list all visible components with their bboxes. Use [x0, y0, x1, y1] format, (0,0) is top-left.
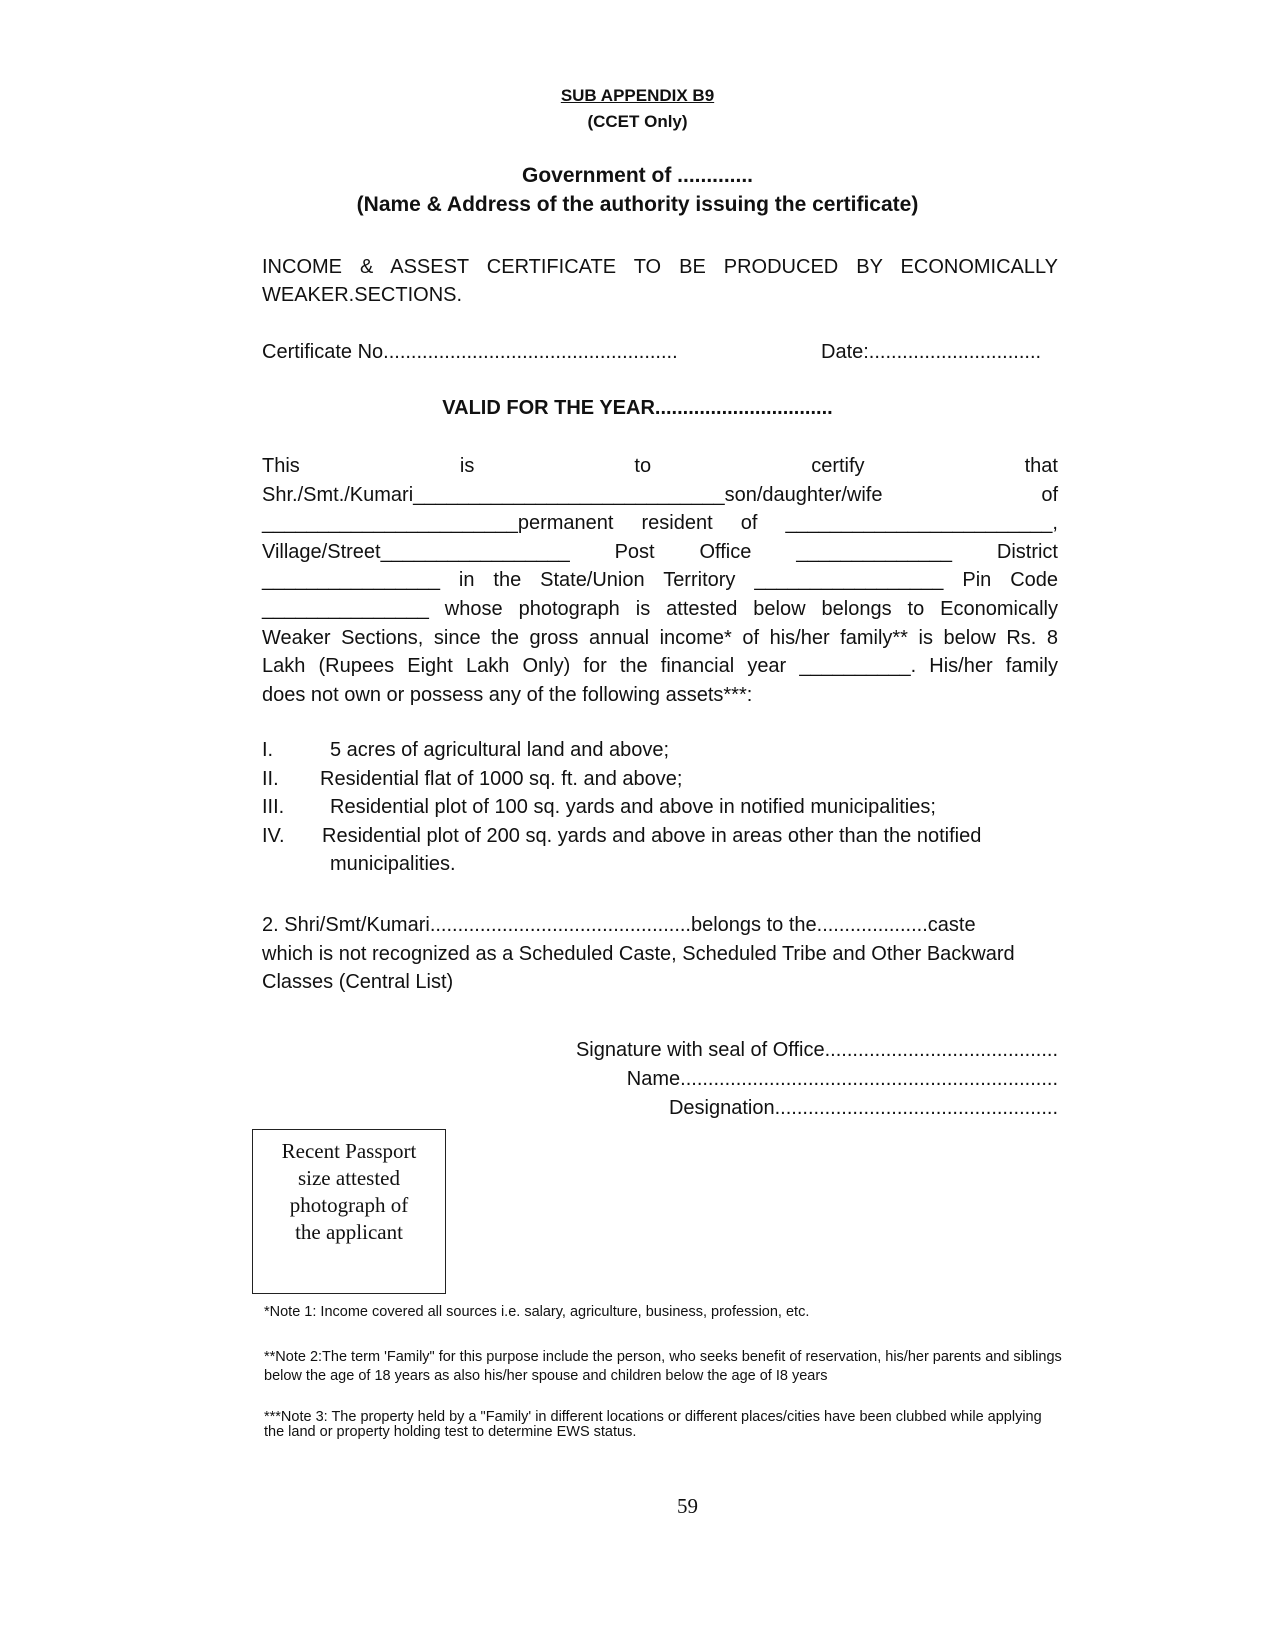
photo-box-text: photograph of	[289, 1193, 409, 1217]
signature-field: Signature with seal of Office..........................................	[575, 1039, 1058, 1061]
certify-line: does not own or possess any of the following assets***:	[262, 683, 753, 706]
certify-line: This is to certify that	[262, 455, 1058, 477]
government-title: Government of .............	[521, 164, 754, 187]
note-2: **Note 2:The term 'Family" for this purpose include the person, who seeks benefit of reservation, his/her parents and siblings below the age of 18 years as also his/her spouse and children below the age of I8 years	[264, 1349, 1062, 1384]
certificate-heading-line2: WEAKER.SECTIONS.	[262, 284, 463, 306]
page-number: 59	[677, 1494, 698, 1518]
asset-number: II.	[262, 767, 279, 790]
assets-list	[262, 736, 1058, 879]
certify-line: Weaker Sections, since the gross annual income* of his/her family** is below Rs. 8	[262, 626, 1058, 649]
certify-line: ________________ in the State/Union Territory _________________ Pin Code	[262, 569, 1058, 592]
caste-line: which is not recognized as a Scheduled Caste, Scheduled Tribe and Other Backward	[262, 942, 1015, 965]
designation-field: Designation...................................................	[668, 1097, 1058, 1119]
caste-line: Classes (Central List)	[262, 971, 454, 994]
certify-line: _______________________permanent resident of ________________________,	[262, 512, 1058, 535]
caste-paragraph	[262, 911, 1058, 997]
certify-line: _______________ whose photograph is attested below belongs to Economically	[262, 597, 1058, 620]
note-3: ***Note 3: The property held by a "Family' in different locations or different places/cities have been clubbed while applying the land or property holding test to determine EWS status.	[264, 1409, 1042, 1440]
list-item	[262, 822, 1058, 851]
date-field: Date:...............................	[821, 341, 1042, 363]
name-field: Name....................................................................	[626, 1068, 1058, 1090]
photo-box-text: Recent Passport	[281, 1139, 417, 1163]
list-item	[262, 793, 1058, 822]
photo-box-text: size attested	[297, 1166, 401, 1190]
asset-number: IV.	[262, 824, 285, 847]
authority-line: (Name & Address of the authority issuing the certificate)	[356, 193, 919, 216]
asset-text: municipalities.	[330, 853, 456, 876]
asset-number: I.	[262, 739, 274, 761]
photograph-box	[252, 1129, 446, 1294]
asset-text: Residential plot of 100 sq. yards and above in notified municipalities;	[330, 796, 936, 819]
photo-box-text: the applicant	[295, 1220, 403, 1244]
certify-line: Shr./Smt./Kumari____________________________son/daughter/wife of	[262, 483, 1058, 506]
list-item	[262, 850, 1058, 879]
list-item	[262, 736, 1058, 765]
asset-number: III.	[262, 796, 285, 819]
valid-for-year: VALID FOR THE YEAR................................	[442, 397, 833, 419]
asset-text: Residential flat of 1000 sq. ft. and above;	[320, 767, 683, 790]
caste-line: 2. Shri/Smt/Kumari...............................................belongs to the....................caste	[262, 914, 976, 936]
asset-text: Residential plot of 200 sq. yards and above in areas other than the notified	[322, 824, 982, 847]
certify-line: Village/Street_________________ Post Office ______________ District	[262, 540, 1058, 563]
list-item	[262, 765, 1058, 794]
certificate-number-field: Certificate No.....................................................	[262, 341, 678, 363]
sub-appendix-title: SUB APPENDIX B9	[560, 86, 715, 105]
note-1: *Note 1: Income covered all sources i.e. salary, agriculture, business, profession, etc.	[264, 1304, 810, 1320]
certify-line: Lakh (Rupees Eight Lakh Only) for the financial year __________. His/her family	[262, 655, 1058, 678]
certificate-heading-line1: INCOME & ASSEST CERTIFICATE TO BE PRODUCED BY ECONOMICALLY	[262, 256, 1058, 278]
ccet-subtitle: (CCET Only)	[587, 112, 688, 131]
certification-paragraph	[262, 452, 1058, 709]
asset-text: 5 acres of agricultural land and above;	[330, 739, 670, 761]
